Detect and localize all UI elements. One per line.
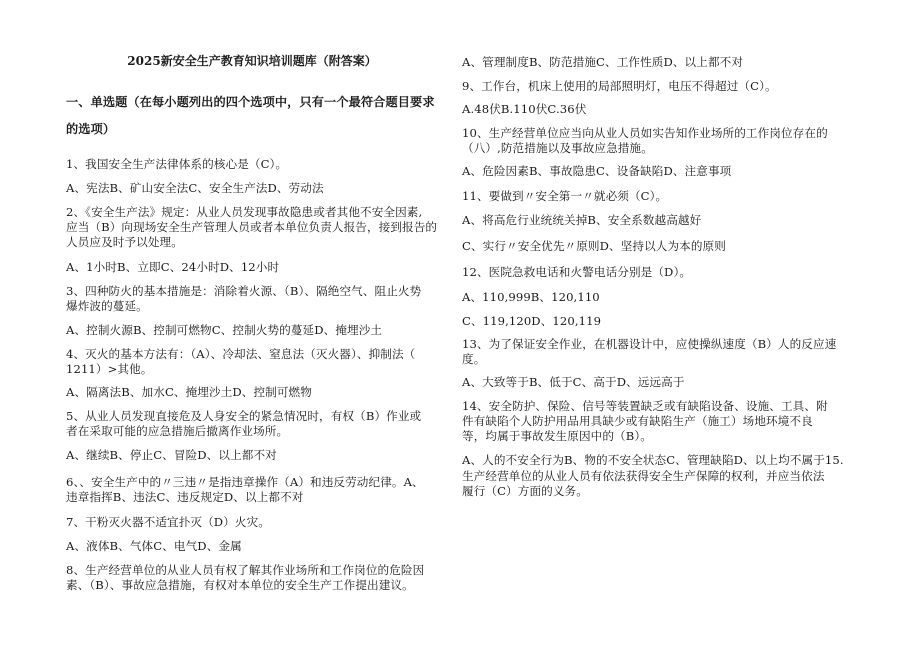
answer-options: A、控制火源B、控制可燃物C、控制火势的蔓延D、掩埋沙土: [66, 323, 383, 337]
answer-options: A、大致等于B、低于C、高于D、远远高于: [462, 375, 685, 389]
answer-options: C、实行〃安全优先〃原则D、坚持以人为本的原则: [462, 239, 726, 253]
question-line: 8、生产经营单位的从业人员有权了解其作业场所和工作岗位的危险因: [66, 563, 425, 577]
question-line: 13、为了保证安全作业，在机器设计中，应使操纵速度（B）人的反应速: [462, 337, 837, 351]
question-line: 4、灭火的基本方法有：（A）、冷却法、窒息法（灭火器）、抑制法（: [66, 347, 416, 361]
question-line: 1、我国安全生产法律体系的核心是（C）。: [66, 157, 288, 171]
question-line: 者在采取可能的应急措施后撤离作业场所。: [66, 424, 289, 438]
question-line: 10、生产经营单位应当向从业人员如实告知作业场所的工作岗位存在的: [462, 126, 828, 140]
question-line: 应当（B）向现场安全生产管理人员或者本单位负责人报告，接到报告的: [66, 220, 438, 234]
question-line: 7、干粉灭火器不适宜扑灭（D）火灾。: [66, 515, 270, 529]
section-heading-continued: 的选项）: [66, 122, 116, 136]
question-line: 9、工作台，机床上使用的局部照明灯，电压不得超过（C）。: [462, 79, 777, 93]
document-title: 2025新安全生产教育知识培训题库（附答案）: [127, 54, 377, 68]
question-line: 度。: [462, 352, 486, 366]
answer-options: A、危险因素B、事故隐患C、设备缺陷D、注意事项: [462, 164, 732, 178]
answer-options: A.48伏B.110伏C.36伏: [462, 102, 587, 116]
question-line: 等，均属于事故发生原因中的（B）。: [462, 429, 652, 443]
question-line: 素、（B）、事故应急措施，有权对本单位的安全生产工作提出建议。: [66, 578, 414, 592]
question-line: 件有缺陷个人防护用品用具缺少或有缺陷生产（施工）场地环境不良: [462, 414, 813, 428]
answer-options: A、宪法B、矿山安全法C、安全生产法D、劳动法: [66, 181, 324, 195]
question-line: 5、从业人员发现直接危及人身安全的紧急情况时，有权（B）作业或: [66, 409, 422, 423]
answer-options: A、隔离法B、加水C、掩埋沙土D、控制可燃物: [66, 385, 312, 399]
question-line: 11、要做到〃安全第一〃就必须（C）。: [462, 189, 668, 203]
question-line: 爆炸波的蔓延。: [66, 299, 148, 313]
answer-options: C、119,120D、120,119: [462, 314, 602, 328]
answer-options: A、管理制度B、防范措施C、工作性质D、以上都不对: [462, 55, 744, 69]
question-line: 14、安全防护、保险、信号等装置缺乏或有缺陷设备、设施、工具、附: [462, 399, 828, 413]
question-line: 6、、安全生产中的〃三违〃是指违章操作（A）和违反劳动纪律。A、: [66, 475, 424, 489]
question-line: 人员应及时予以处理。: [66, 235, 183, 249]
question-line: 1211）>其他。: [66, 362, 153, 376]
answer-options: A、1小时B、立即C、24小时D、12小时: [66, 260, 280, 274]
question-line: 2、《安全生产法》规定：从业人员发现事故隐患或者其他不安全因素,: [66, 205, 423, 219]
answer-options: A、人的不安全行为B、物的不安全状态C、管理缺陷D、以上均不属于15.: [462, 453, 844, 467]
question-line: 生产经营单位的从业人员有依法获得安全生产保障的权利，并应当依法: [462, 469, 825, 483]
answer-options: 违章指挥B、违法C、违反规定D、以上都不对: [66, 490, 304, 504]
answer-options: A、继续B、停止C、冒险D、以上都不对: [66, 448, 277, 462]
answer-options: A、将高危行业统统关掉B、安全系数越高越好: [462, 213, 702, 227]
answer-options: A、液体B、气体C、电气D、金属: [66, 539, 242, 553]
question-line: 12、医院急救电话和火警电话分别是（D）。: [462, 265, 692, 279]
question-line: 3、四种防火的基本措施是：消除着火源、（B）、隔绝空气、阻止火势: [66, 284, 422, 298]
answer-options: A、110,999B、120,110: [462, 290, 600, 304]
section-heading: 一、单选题（在每小题列出的四个选项中，只有一个最符合题目要求: [66, 95, 435, 109]
question-line: 履行（C）方面的义务。: [462, 484, 588, 498]
question-line: （八）,防范措施以及事故应急措施。: [462, 141, 653, 155]
